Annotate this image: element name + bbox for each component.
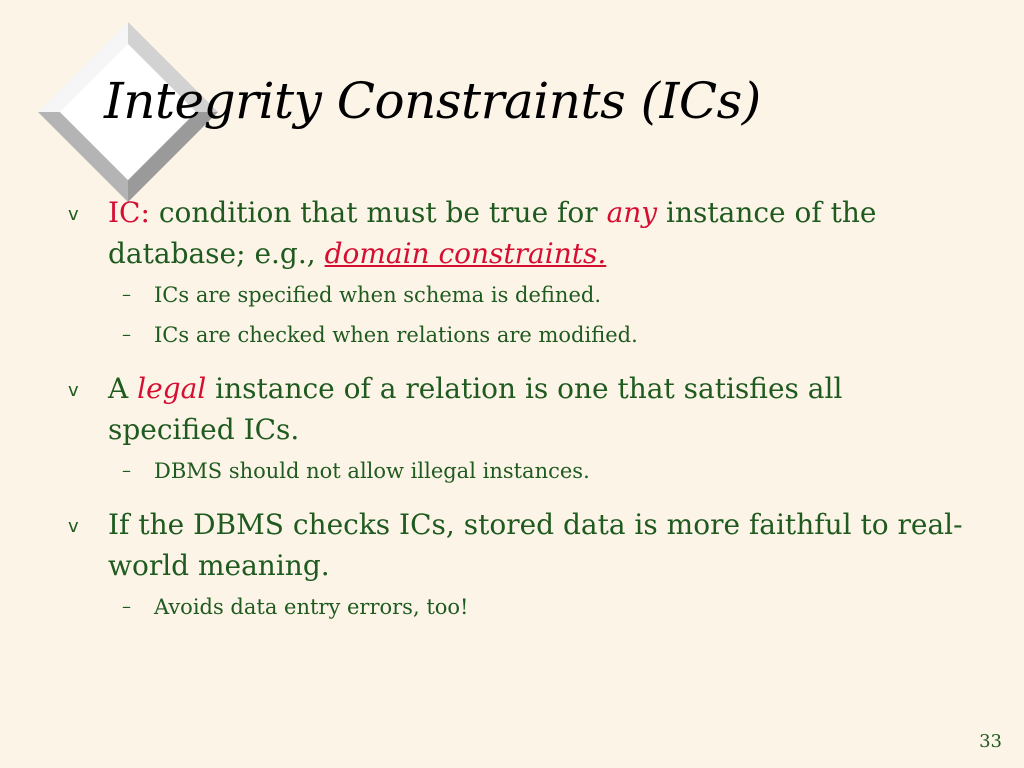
sub-item-text: ICs are checked when relations are modified.: [154, 323, 638, 347]
bullet-marker: v: [68, 516, 79, 537]
any-emphasis: any: [606, 196, 658, 229]
bullet-item-dbms: [68, 504, 968, 586]
sub-item: [68, 320, 968, 350]
sub-item-text: DBMS should not allow illegal instances.: [154, 459, 590, 483]
dash-marker: –: [122, 460, 131, 481]
bullet-text: instance of the database; e.g.,: [108, 196, 877, 270]
bullet-item-ic: [68, 192, 968, 274]
bullet-item-legal: [68, 368, 968, 450]
ic-term: IC:: [108, 196, 150, 229]
bullet-text: A: [108, 372, 138, 405]
page-number: 33: [979, 731, 1002, 752]
bullet-text: instance of a relation is one that satisfies all specified ICs.: [108, 372, 843, 446]
bullet-text: condition that must be true for: [149, 196, 607, 229]
dash-marker: –: [122, 596, 131, 617]
bullet-text: If the DBMS checks ICs, stored data is more faithful to real-world meaning.: [108, 508, 963, 582]
sub-item-text: Avoids data entry errors, too!: [154, 595, 469, 619]
slide-content: [68, 192, 968, 632]
legal-emphasis: legal: [137, 372, 207, 405]
dash-marker: –: [122, 284, 131, 305]
bullet-marker: v: [68, 204, 79, 225]
sub-item: [68, 592, 968, 622]
dash-marker: –: [122, 324, 131, 345]
sub-item: [68, 456, 968, 486]
page-title: Integrity Constraints (ICs): [104, 72, 761, 130]
bullet-marker: v: [68, 380, 79, 401]
domain-constraints-link[interactable]: domain constraints.: [324, 237, 607, 270]
sub-item: [68, 280, 968, 310]
sub-item-text: ICs are specified when schema is defined.: [154, 283, 601, 307]
